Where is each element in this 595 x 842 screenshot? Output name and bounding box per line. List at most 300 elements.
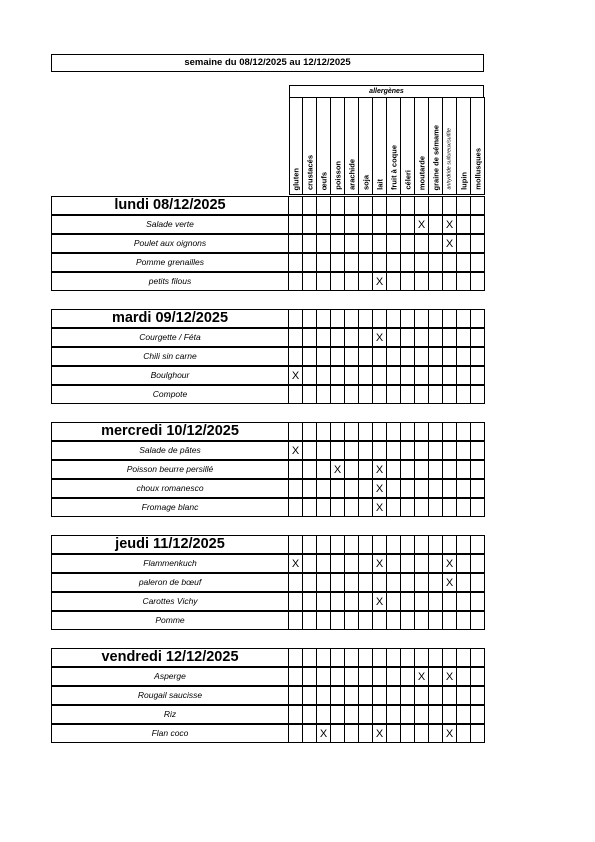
allergen-column-header: [289, 97, 303, 195]
allergen-cell: [316, 215, 331, 234]
allergen-cell: [316, 705, 331, 724]
allergen-cell: [302, 385, 317, 404]
allergen-cell: [400, 592, 415, 611]
allergen-cell: [358, 667, 373, 686]
allergen-column-header: [344, 97, 359, 195]
allergen-cell: [302, 592, 317, 611]
allergen-cell: [358, 441, 373, 460]
dish-name: Fromage blanc: [51, 498, 289, 517]
allergen-cell: [288, 328, 303, 347]
allergen-cell: [470, 592, 485, 611]
allergen-cell: [316, 234, 331, 253]
allergen-cell: [330, 573, 345, 592]
allergen-cell: [442, 422, 457, 441]
allergen-cell: [456, 366, 471, 385]
allergen-cell: [400, 215, 415, 234]
allergen-cell: [386, 309, 401, 328]
allergen-cell: [414, 422, 429, 441]
allergen-cell: [288, 498, 303, 517]
dish-row: [51, 725, 484, 744]
allergen-cell: [428, 253, 443, 272]
allergen-column-header: [414, 97, 429, 195]
allergen-cell: [400, 611, 415, 630]
allergen-cell: [302, 272, 317, 291]
allergen-cell: [288, 422, 303, 441]
dish-row: [51, 367, 484, 386]
allergen-cell: [400, 479, 415, 498]
allergen-cell: [288, 686, 303, 705]
allergen-cell: [316, 328, 331, 347]
allergen-cell: [330, 705, 345, 724]
dish-row: [51, 442, 484, 461]
allergen-cell: [400, 366, 415, 385]
allergen-cell: [302, 611, 317, 630]
dish-row: [51, 348, 484, 367]
allergen-cell: [372, 686, 387, 705]
allergen-cell: [372, 422, 387, 441]
dish-row: [51, 480, 484, 499]
allergen-cell: [428, 234, 443, 253]
allergen-mark: X: [442, 573, 457, 592]
allergen-cell: [442, 648, 457, 667]
allergen-cell: [344, 592, 359, 611]
allergen-cell: [302, 253, 317, 272]
allergen-cell: [442, 272, 457, 291]
allergen-label: poisson: [332, 161, 342, 190]
allergen-cell: [400, 573, 415, 592]
day-title-cell: [51, 648, 289, 667]
allergen-cell: [442, 592, 457, 611]
allergen-cell: [442, 196, 457, 215]
allergen-cell: [344, 479, 359, 498]
allergen-cell: [470, 328, 485, 347]
day-title: mercredi 10/12/2025: [101, 423, 239, 439]
allergen-cell: [302, 309, 317, 328]
allergen-cell: [470, 724, 485, 743]
allergen-cell: [414, 648, 429, 667]
allergen-cell: [330, 667, 345, 686]
allergen-cell: [428, 366, 443, 385]
allergen-label: lait: [374, 179, 384, 190]
allergen-cell: [330, 686, 345, 705]
allergen-cell: [302, 648, 317, 667]
allergen-cell: [414, 328, 429, 347]
allergen-cell: [372, 535, 387, 554]
allergen-mark: X: [442, 234, 457, 253]
allergen-cell: [358, 705, 373, 724]
allergen-cell: [302, 724, 317, 743]
allergen-cell: [316, 498, 331, 517]
allergen-label: gluten: [291, 167, 301, 190]
allergen-cell: [428, 686, 443, 705]
allergen-cell: [372, 253, 387, 272]
allergen-cell: [372, 196, 387, 215]
allergen-cell: [456, 667, 471, 686]
week-title: semaine du 08/12/2025 au 12/12/2025: [51, 54, 484, 72]
dish-name: choux romanesco: [51, 479, 289, 498]
allergen-cell: [442, 479, 457, 498]
allergen-label: graine de sémame: [430, 124, 440, 190]
allergen-cell: [456, 460, 471, 479]
allergen-cell: [414, 253, 429, 272]
allergen-column-header: [372, 97, 387, 195]
allergen-cell: [414, 611, 429, 630]
allergen-cell: [470, 366, 485, 385]
allergen-cell: [372, 366, 387, 385]
allergen-cell: [442, 253, 457, 272]
allergen-cell: [414, 535, 429, 554]
allergen-cell: [470, 272, 485, 291]
allergen-cell: [358, 422, 373, 441]
allergen-cell: [316, 422, 331, 441]
allergen-cell: [330, 215, 345, 234]
dish-name: Chili sin carne: [51, 347, 289, 366]
allergen-cell: [442, 441, 457, 460]
allergen-cell: [302, 215, 317, 234]
allergen-cell: [302, 347, 317, 366]
allergen-cell: [372, 234, 387, 253]
allergen-cell: [316, 592, 331, 611]
dish-name: Flammenkuch: [51, 554, 289, 573]
allergen-cell: [288, 705, 303, 724]
allergen-cell: [288, 573, 303, 592]
allergen-cell: [428, 196, 443, 215]
allergen-cell: [372, 705, 387, 724]
allergen-cell: [302, 554, 317, 573]
allergen-cell: [456, 272, 471, 291]
allergen-cell: [316, 441, 331, 460]
allergen-cell: [414, 573, 429, 592]
allergen-label: moutarde: [416, 155, 426, 190]
allergen-mark: X: [288, 441, 303, 460]
allergen-cell: [442, 498, 457, 517]
allergen-cell: [386, 196, 401, 215]
allergen-mark: X: [372, 479, 387, 498]
allergen-cell: [414, 196, 429, 215]
dish-name: Rougail saucisse: [51, 686, 289, 705]
allergen-cell: [344, 366, 359, 385]
allergen-cell: [372, 611, 387, 630]
day-title: lundi 08/12/2025: [114, 197, 226, 213]
allergen-cell: [470, 648, 485, 667]
allergen-cell: [400, 724, 415, 743]
allergen-cell: [442, 460, 457, 479]
dish-name: Asperge: [51, 667, 289, 686]
allergen-cell: [386, 498, 401, 517]
allergen-cell: [344, 667, 359, 686]
allergen-cell: [302, 441, 317, 460]
allergen-cell: [428, 385, 443, 404]
allergen-cell: [372, 385, 387, 404]
allergen-cell: [358, 686, 373, 705]
allergen-cell: [330, 385, 345, 404]
allergen-cell: [456, 309, 471, 328]
allergen-cell: [358, 554, 373, 573]
allergen-cell: [386, 385, 401, 404]
allergen-cell: [288, 667, 303, 686]
allergen-cell: [456, 724, 471, 743]
dish-row: [51, 574, 484, 593]
allergen-cell: [442, 705, 457, 724]
allergen-cell: [316, 479, 331, 498]
allergen-mark: X: [372, 460, 387, 479]
allergen-cell: [428, 422, 443, 441]
allergen-cell: [414, 385, 429, 404]
allergen-cell: [428, 535, 443, 554]
allergen-cell: [400, 309, 415, 328]
allergen-cell: [428, 347, 443, 366]
allergen-cell: [428, 667, 443, 686]
allergen-cell: [386, 347, 401, 366]
allergen-column-header: [386, 97, 401, 195]
allergen-cell: [330, 554, 345, 573]
allergen-cell: [344, 309, 359, 328]
allergen-cell: [372, 347, 387, 366]
allergen-mark: X: [414, 667, 429, 686]
allergen-cell: [330, 498, 345, 517]
dish-row: [51, 254, 484, 273]
allergen-cell: [330, 441, 345, 460]
allergen-cell: [428, 611, 443, 630]
dish-name: Boulghour: [51, 366, 289, 385]
allergen-cell: [358, 272, 373, 291]
allergen-cell: [316, 366, 331, 385]
day-header-row: [51, 536, 484, 555]
allergen-cell: [344, 705, 359, 724]
allergen-cell: [442, 366, 457, 385]
allergen-cell: [386, 460, 401, 479]
allergen-cell: [344, 535, 359, 554]
allergen-cell: [414, 479, 429, 498]
allergen-cell: [330, 347, 345, 366]
allergen-cell: [344, 234, 359, 253]
allergen-cell: [386, 441, 401, 460]
allergen-cell: [386, 724, 401, 743]
allergen-cell: [400, 460, 415, 479]
allergen-cell: [386, 215, 401, 234]
allergen-label: anhydride sulfureux/sulfite: [445, 128, 452, 190]
allergen-mark: X: [316, 724, 331, 743]
allergen-cell: [372, 648, 387, 667]
allergen-cell: [400, 272, 415, 291]
allergen-cell: [288, 592, 303, 611]
allergen-cell: [344, 215, 359, 234]
allergen-cell: [330, 724, 345, 743]
allergen-cell: [470, 667, 485, 686]
allergen-cell: [400, 498, 415, 517]
allergen-cell: [288, 253, 303, 272]
allergen-cell: [302, 234, 317, 253]
allergen-cell: [470, 215, 485, 234]
allergen-label: céleri: [402, 170, 412, 190]
allergen-cell: [358, 592, 373, 611]
allergen-cell: [288, 648, 303, 667]
dish-name: Salade verte: [51, 215, 289, 234]
dish-name: Riz: [51, 705, 289, 724]
allergen-cell: [386, 366, 401, 385]
allergen-column-header: [400, 97, 415, 195]
allergen-header: [289, 85, 484, 195]
allergen-cell: [470, 686, 485, 705]
dish-row: [51, 555, 484, 574]
allergen-cell: [302, 686, 317, 705]
dish-row: [51, 668, 484, 687]
allergen-mark: X: [372, 498, 387, 517]
allergen-cell: [414, 592, 429, 611]
allergen-cell: [372, 309, 387, 328]
allergen-cell: [288, 611, 303, 630]
allergen-cell: [288, 309, 303, 328]
allergen-cell: [386, 253, 401, 272]
allergen-cell: [372, 667, 387, 686]
allergen-cell: [288, 272, 303, 291]
dish-name: Carottes Vichy: [51, 592, 289, 611]
allergen-cell: [456, 328, 471, 347]
allergen-cell: [358, 309, 373, 328]
allergen-cell: [358, 573, 373, 592]
allergen-cell: [358, 479, 373, 498]
allergen-cell: [456, 611, 471, 630]
allergen-cell: [288, 479, 303, 498]
allergen-cell: [400, 667, 415, 686]
dish-row: [51, 273, 484, 292]
allergen-cell: [316, 309, 331, 328]
allergen-cell: [456, 648, 471, 667]
allergen-cell: [428, 309, 443, 328]
allergen-mark: X: [442, 724, 457, 743]
allergen-cell: [344, 272, 359, 291]
allergen-cell: [344, 385, 359, 404]
allergen-cell: [330, 366, 345, 385]
allergen-cell: [414, 554, 429, 573]
allergen-cell: [386, 479, 401, 498]
allergen-cell: [316, 611, 331, 630]
allergen-cell: [428, 479, 443, 498]
allergen-cell: [456, 592, 471, 611]
allergen-mark: X: [288, 554, 303, 573]
allergen-cell: [442, 385, 457, 404]
allergen-cell: [414, 724, 429, 743]
allergen-cell: [428, 328, 443, 347]
dish-name: Pomme grenailles: [51, 253, 289, 272]
dish-name: Courgette / Féta: [51, 328, 289, 347]
allergen-label: crustacés: [304, 154, 314, 190]
allergen-label: arachide: [346, 159, 356, 190]
allergen-cell: [358, 347, 373, 366]
allergen-cell: [288, 347, 303, 366]
allergen-cell: [386, 328, 401, 347]
allergen-cell: [400, 705, 415, 724]
allergen-cell: [344, 724, 359, 743]
dish-row: [51, 216, 484, 235]
allergen-cell: [400, 648, 415, 667]
dish-row: [51, 461, 484, 480]
allergen-cell: [442, 535, 457, 554]
allergen-cell: [288, 724, 303, 743]
allergen-cell: [414, 705, 429, 724]
day-header-row: [51, 197, 484, 216]
allergen-cell: [288, 385, 303, 404]
allergen-cell: [386, 686, 401, 705]
allergen-mark: X: [330, 460, 345, 479]
allergen-cell: [344, 611, 359, 630]
allergen-mark: X: [442, 667, 457, 686]
day-title-cell: [51, 535, 289, 554]
allergen-cell: [442, 328, 457, 347]
allergen-cell: [456, 705, 471, 724]
allergen-mark: X: [372, 328, 387, 347]
allergen-cell: [358, 328, 373, 347]
allergen-cell: [428, 648, 443, 667]
allergen-cell: [372, 215, 387, 234]
allergen-cell: [470, 422, 485, 441]
allergen-cell: [358, 215, 373, 234]
allergen-cell: [344, 460, 359, 479]
allergen-cell: [344, 328, 359, 347]
allergen-mark: X: [372, 272, 387, 291]
allergen-cell: [470, 535, 485, 554]
allergen-cell: [288, 234, 303, 253]
allergen-cell: [414, 498, 429, 517]
day-title-cell: [51, 309, 289, 328]
dish-name: Poisson beurre persillé: [51, 460, 289, 479]
allergen-cell: [316, 648, 331, 667]
allergen-cell: [456, 535, 471, 554]
allergen-mark: X: [288, 366, 303, 385]
allergen-cell: [456, 422, 471, 441]
dish-name: petits filous: [51, 272, 289, 291]
allergen-mark: X: [372, 592, 387, 611]
allergen-cell: [386, 234, 401, 253]
allergen-cell: [316, 573, 331, 592]
allergen-cell: [428, 705, 443, 724]
allergen-cell: [442, 611, 457, 630]
allergen-cell: [344, 196, 359, 215]
allergen-cell: [288, 460, 303, 479]
allergen-cell: [386, 422, 401, 441]
allergen-cell: [358, 648, 373, 667]
allergen-column-header: [456, 97, 471, 195]
allergen-cell: [386, 535, 401, 554]
allergen-cell: [428, 272, 443, 291]
allergen-mark: X: [372, 554, 387, 573]
allergen-mark: X: [442, 554, 457, 573]
allergen-cell: [316, 686, 331, 705]
day-title: mardi 09/12/2025: [111, 310, 229, 326]
allergen-cell: [358, 460, 373, 479]
allergen-cell: [456, 441, 471, 460]
allergen-cell: [470, 347, 485, 366]
allergen-label: fruit à coque: [388, 144, 398, 190]
allergen-cell: [470, 385, 485, 404]
allergen-cell: [456, 479, 471, 498]
allergen-cell: [302, 196, 317, 215]
allergen-cell: [316, 272, 331, 291]
allergen-cell: [302, 667, 317, 686]
allergen-cell: [344, 686, 359, 705]
allergen-cell: [316, 196, 331, 215]
allergen-cell: [428, 441, 443, 460]
allergen-cell: [400, 422, 415, 441]
allergen-cell: [470, 705, 485, 724]
allergen-mark: X: [442, 215, 457, 234]
allergen-cell: [330, 272, 345, 291]
allergen-cell: [428, 573, 443, 592]
allergen-cell: [330, 422, 345, 441]
allergen-cell: [302, 460, 317, 479]
allergen-label: mollusques: [472, 148, 482, 190]
allergen-cell: [316, 667, 331, 686]
